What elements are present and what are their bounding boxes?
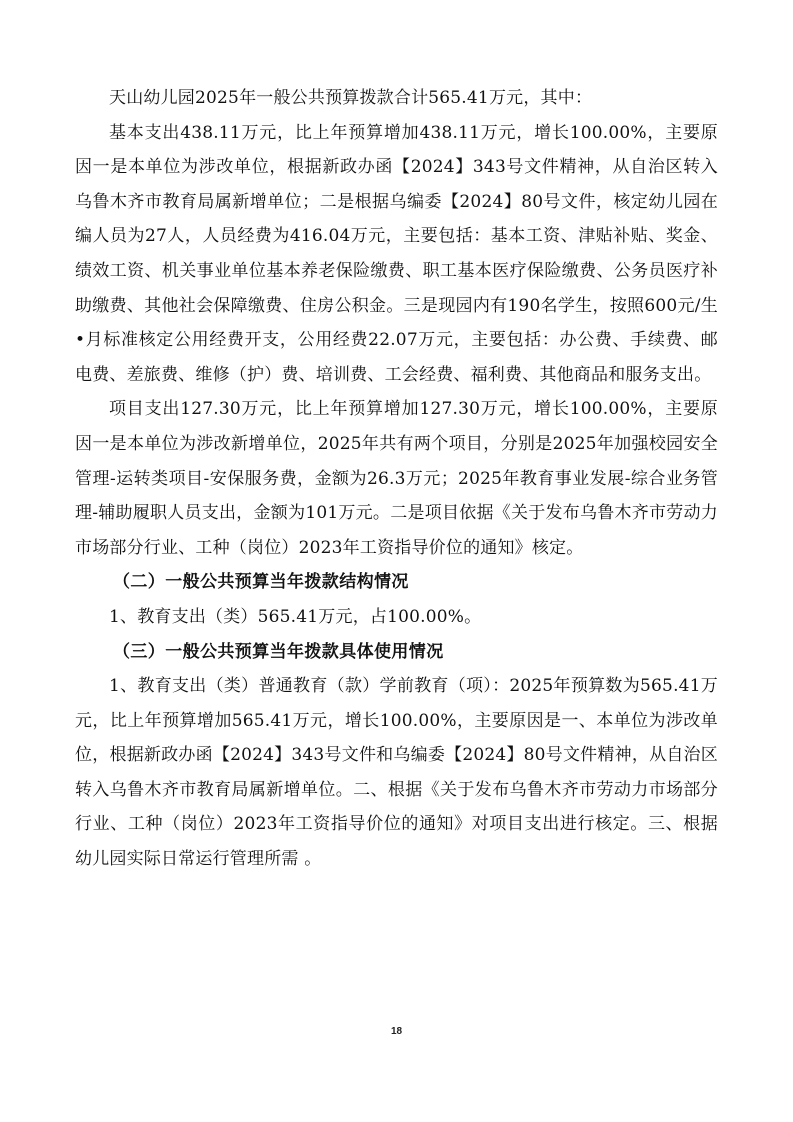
section-heading-usage: （三）一般公共预算当年拨款具体使用情况 xyxy=(113,641,444,662)
paragraph-budget-total: 天山幼儿园2025年一般公共预算拨款合计565.41万元，其中： xyxy=(109,88,593,108)
page-number: 18 xyxy=(390,1026,403,1037)
paragraph-project-expenditure: 项目支出127.30万元，比上年预算增加127.30万元，增长100.00%，主要原因一是本单位为涉改新增单位，2025年共有两个项目，分别是2025年加强校园安全管理-运转类项目-安保服务费，金额为26.3万元；2025年教育事业发展-综合业务管理-辅助履职人员支出，金额为101万元。二是项目依据《关于发布乌鲁木齐市劳动力市场部分行业、工种（岗位）2023年工资指导价位的通知》核定。 xyxy=(75,399,718,558)
section-heading-structure: （二）一般公共预算当年拨款结构情况 xyxy=(113,572,409,593)
paragraph-structure-detail: 1、教育支出（类）565.41万元，占100.00%。 xyxy=(109,606,482,627)
paragraph-basic-expenditure: 基本支出438.11万元，比上年预算增加438.11万元，增长100.00%，主要原因一是本单位为涉改单位，根据新政办函【2024】343号文件精神，从自治区转入乌鲁木齐市教育局属新增单位；二是根据乌编委【2024】80号文件，核定幼儿园在编人员为27人，人员经费为416.04万元，主要包括：基本工资、津贴补贴、奖金、绩效工资、机关事业单位基本养老保险缴费、职工基本医疗保险缴费、公务员医疗补助缴费、其他社会保障缴费、住房公积金。三是现园内有190名学生，按照600元/生•月标准核定公用经费开支，公用经费22.07万元，主要包括：办公费、手续费、邮电费、差旅费、维修（护）费、培训费、工会经费、福利费、其他商品和服务支出。 xyxy=(75,122,718,385)
paragraph-usage-detail: 1、教育支出（类）普通教育（款）学前教育（项）：2025年预算数为565.41万元，比上年预算增加565.41万元，增长100.00%，主要原因是一、本单位为涉改单位，根据新政办函【2024】343号文件和乌编委【2024】80号文件精神，从自治区转入乌鲁木齐市教育局属新增单位。二、根据《关于发布乌鲁木齐市劳动力市场部分行业、工种（岗位）2023年工资指导价位的通知》对项目支出进行核定。三、根据幼儿园实际日常运行管理所需 。 xyxy=(75,676,718,870)
document-body xyxy=(75,81,718,877)
